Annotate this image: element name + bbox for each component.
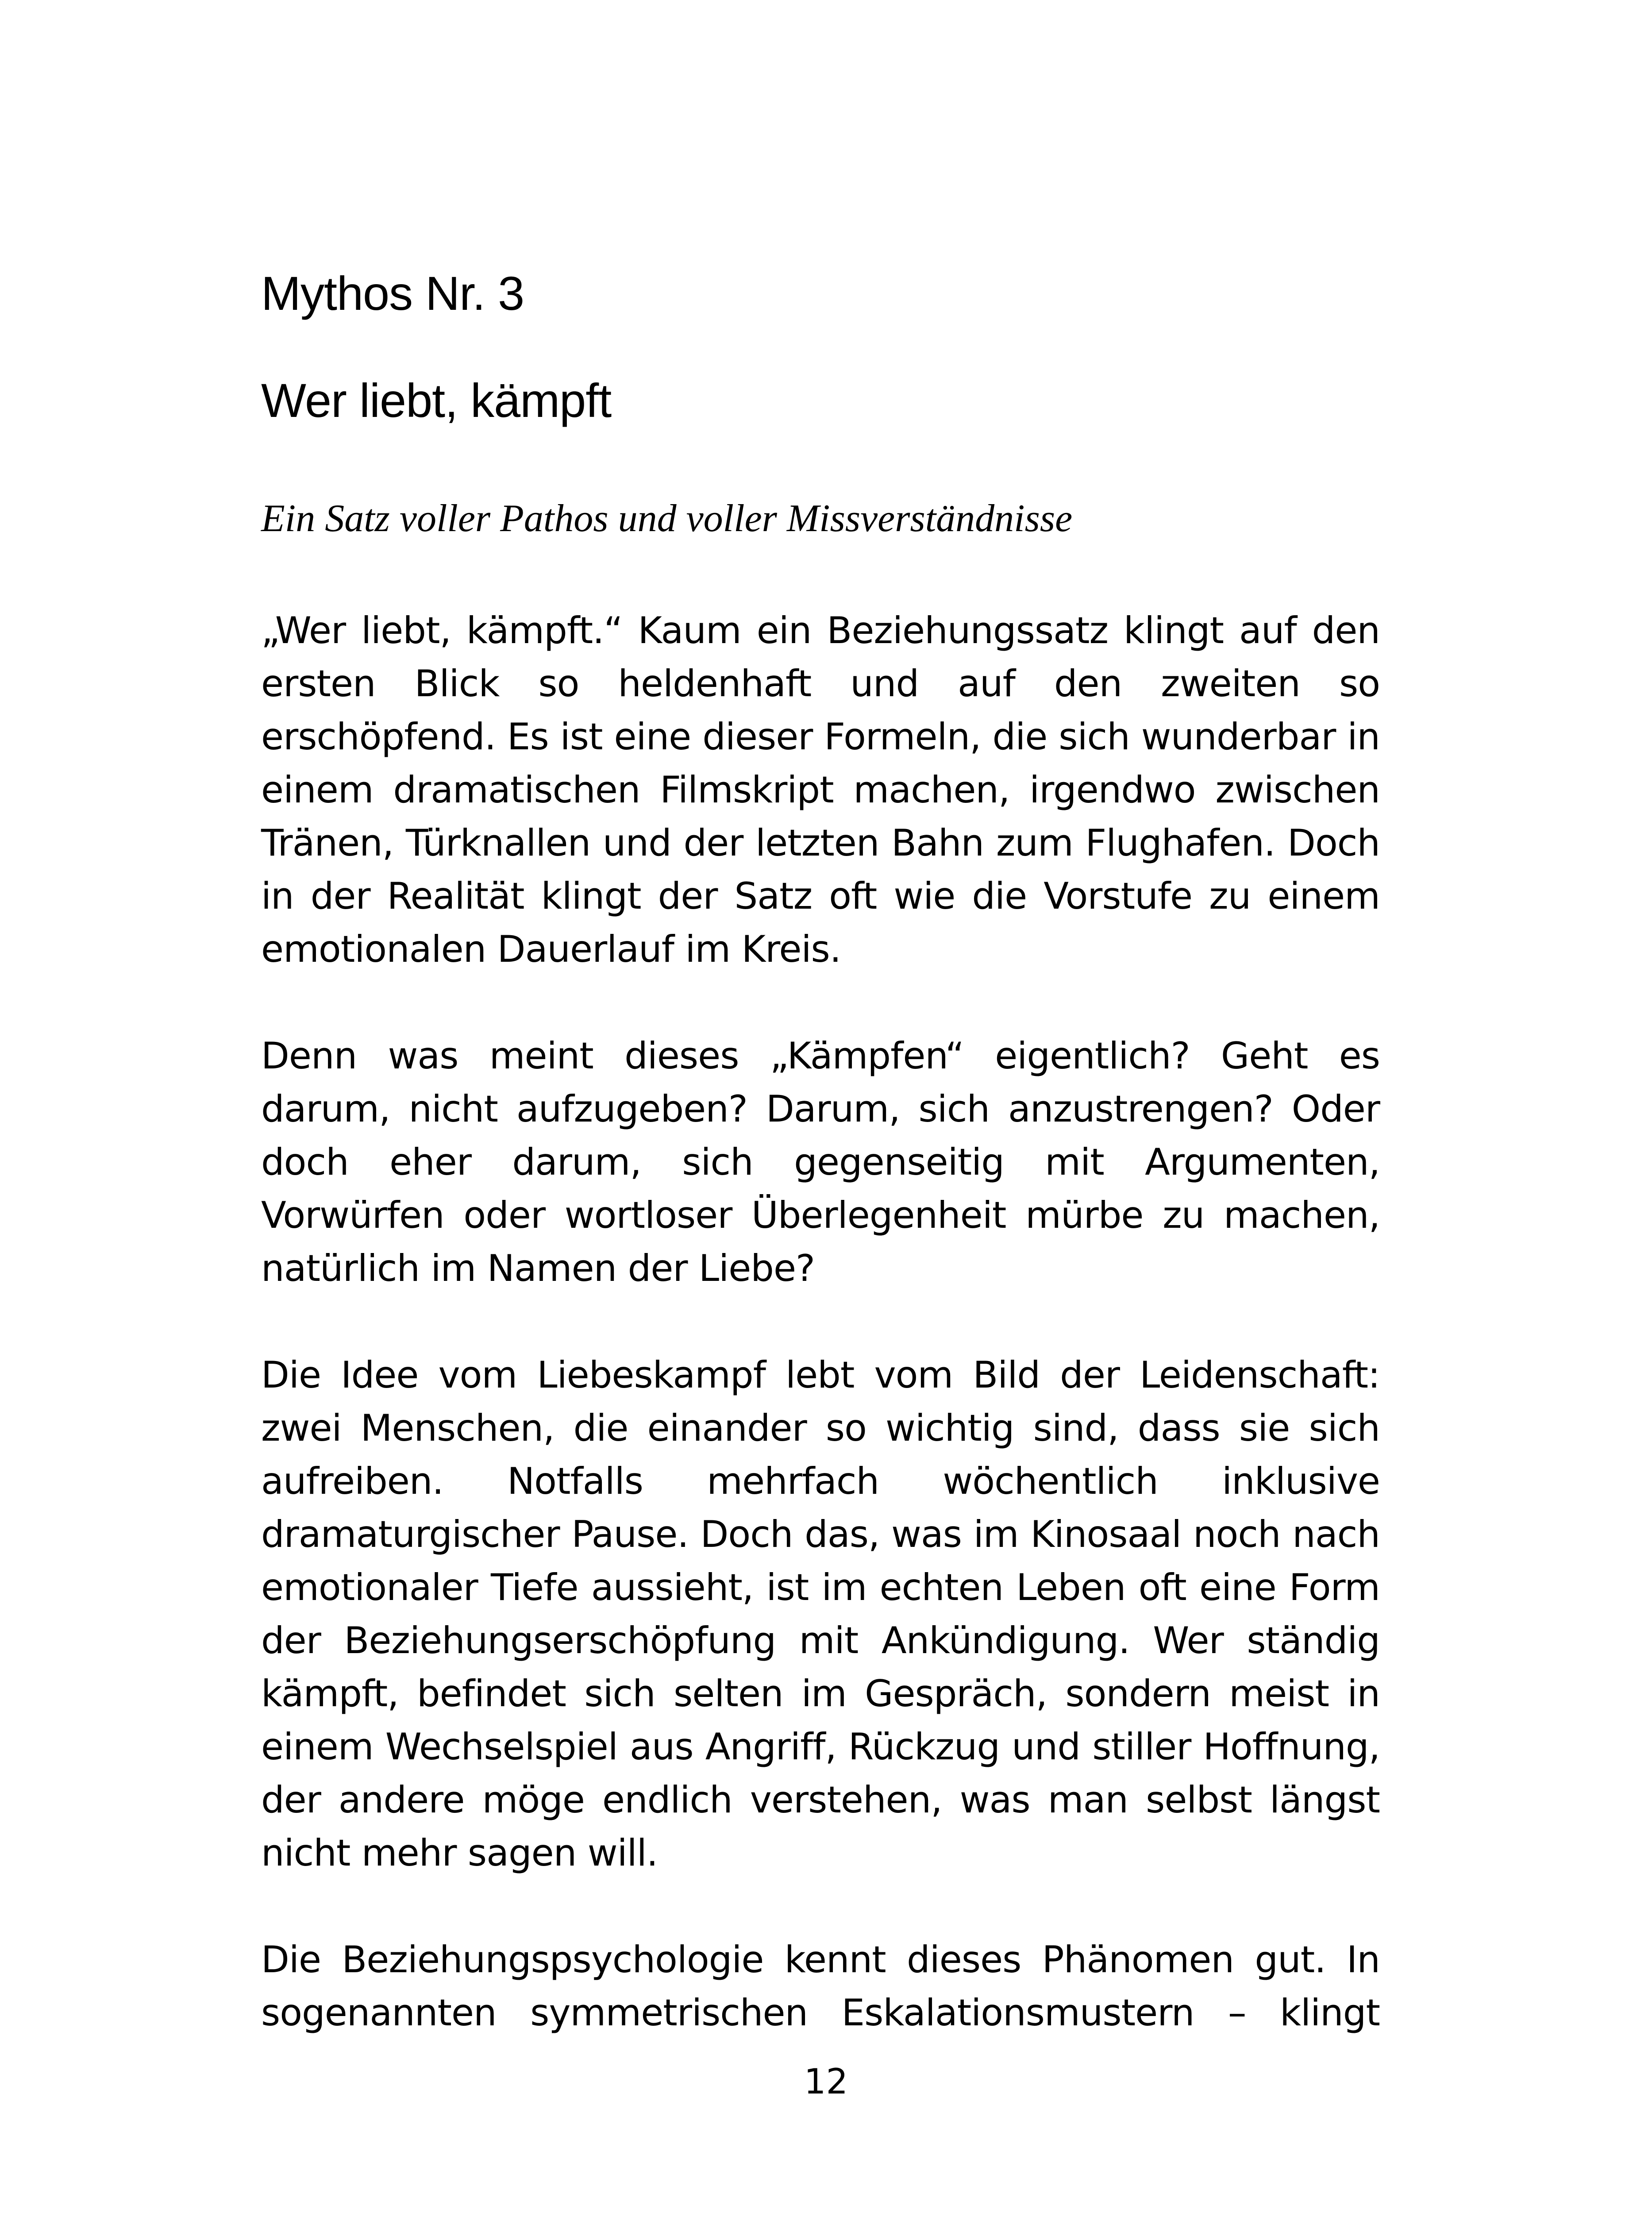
body-paragraph: Denn was meint dieses „Kämpfen“ eigentlich? Geht es darum, nicht aufzugeben? Darum, sich anzustrengen? Oder doch eher darum, sich gegenseitig mit Argumenten, Vorwürfen oder wortloser Überlegenheit mürbe zu machen, natürlich im Namen der Liebe? [261,1034,1380,1290]
page-number: 12 [804,2062,848,2102]
chapter-label: Mythos Nr. 3 [261,266,524,320]
body-paragraph: Die Beziehungspsychologie kennt dieses Phänomen gut. In sogenannten symmetrischen Eskalationsmustern – klingt [261,1938,1380,2034]
chapter-subtitle: Ein Satz voller Pathos und voller Missverständnisse [261,497,1073,540]
page-content [261,265,1380,2040]
body-paragraph: „Wer liebt, kämpft.“ Kaum ein Beziehungssatz klingt auf den ersten Blick so heldenhaft und auf den zweiten so erschöpfend. Es ist eine dieser Formeln, die sich wunderbar in einem dramatischen Filmskript machen, irgendwo zwischen Tränen, Türknallen und der letzten Bahn zum Flughafen. Doch in der Realität klingt der Satz oft wie die Vorstufe zu einem emotionalen Dauerlauf im Kreis. [261,609,1380,971]
chapter-title: Wer liebt, kämpft [261,373,612,427]
body-paragraph: Die Idee vom Liebeskampf lebt vom Bild der Leidenschaft: zwei Menschen, die einander so wichtig sind, dass sie sich aufreiben. Notfalls mehrfach wöchentlich inklusive dramaturgischer Pause. Doch das, was im Kinosaal noch nach emotionaler Tiefe aussieht, ist im echten Leben oft eine Form der Beziehungserschöpfung mit Ankündigung. Wer ständig kämpft, befindet sich selten im Gespräch, sondern meist in einem Wechselspiel aus Angriff, Rückzug und stiller Hoffnung, der andere möge endlich verstehen, was man selbst längst nicht mehr sagen will. [261,1353,1380,1874]
